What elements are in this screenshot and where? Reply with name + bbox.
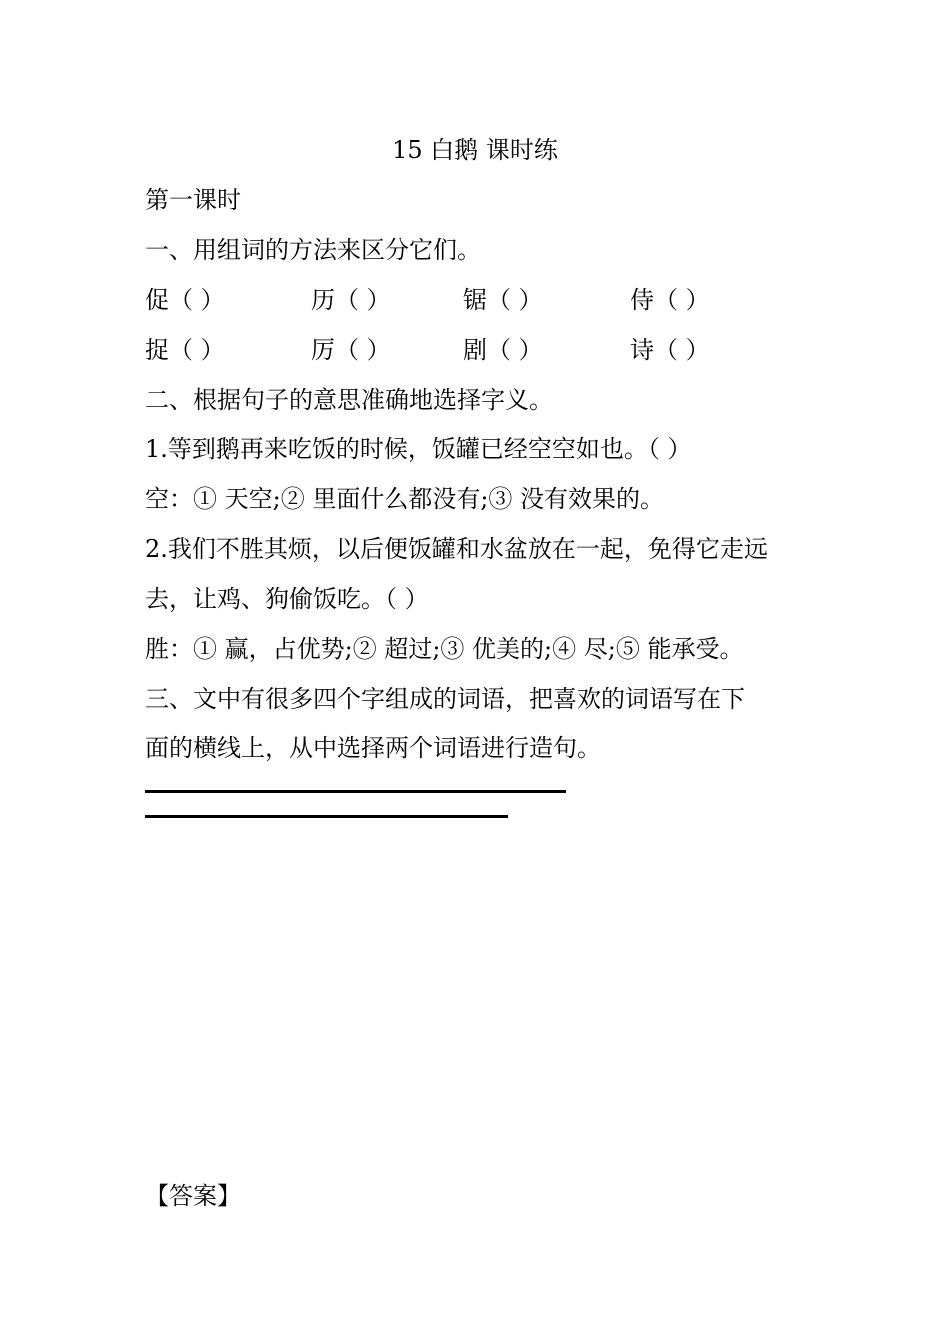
question-2-line-1: 2.我们不胜其烦，以后便饭罐和水盆放在一起，免得它走远 [145,535,768,563]
section3-line-2: 面的横线上，从中选择两个词语进行造句。 [145,734,601,762]
word-blank-shi[interactable]: 侍（ ） [630,286,710,314]
answer-line-1[interactable] [145,790,566,793]
word-blank-cu[interactable]: 促（ ） [145,286,225,314]
word-blank-li2[interactable]: 厉（ ） [311,336,391,364]
question-2-line-2[interactable]: 去，让鸡、狗偷饭吃。（ ） [145,585,429,613]
word-blank-li[interactable]: 历（ ） [311,286,391,314]
answer-label: 【答案】 [145,1182,241,1210]
question-1[interactable]: 1.等到鹅再来吃饭的时候，饭罐已经空空如也。（ ） [145,435,692,463]
word-blank-shi2[interactable]: 诗（ ） [630,336,710,364]
word-blank-zhuo[interactable]: 捉（ ） [145,336,225,364]
word-blank-ju[interactable]: 锯（ ） [463,286,543,314]
question-1-options: 空：① 天空;② 里面什么都没有;③ 没有效果的。 [145,485,665,513]
word-blank-ju2[interactable]: 剧（ ） [463,336,543,364]
question-2-options: 胜：① 赢，占优势;② 超过;③ 优美的;④ 尽;⑤ 能承受。 [145,635,744,663]
document-title: 15 白鹅 课时练 [392,136,558,164]
answer-line-2[interactable] [145,815,508,818]
section1-row-2 [145,332,825,368]
section3-line-1: 三、文中有很多四个字组成的词语，把喜欢的词语写在下 [145,685,745,713]
lesson-label: 第一课时 [145,186,241,214]
section1-row-1 [145,282,825,318]
section2-heading: 二、根据句子的意思准确地选择字义。 [145,386,553,414]
section1-heading: 一、用组词的方法来区分它们。 [145,236,481,264]
